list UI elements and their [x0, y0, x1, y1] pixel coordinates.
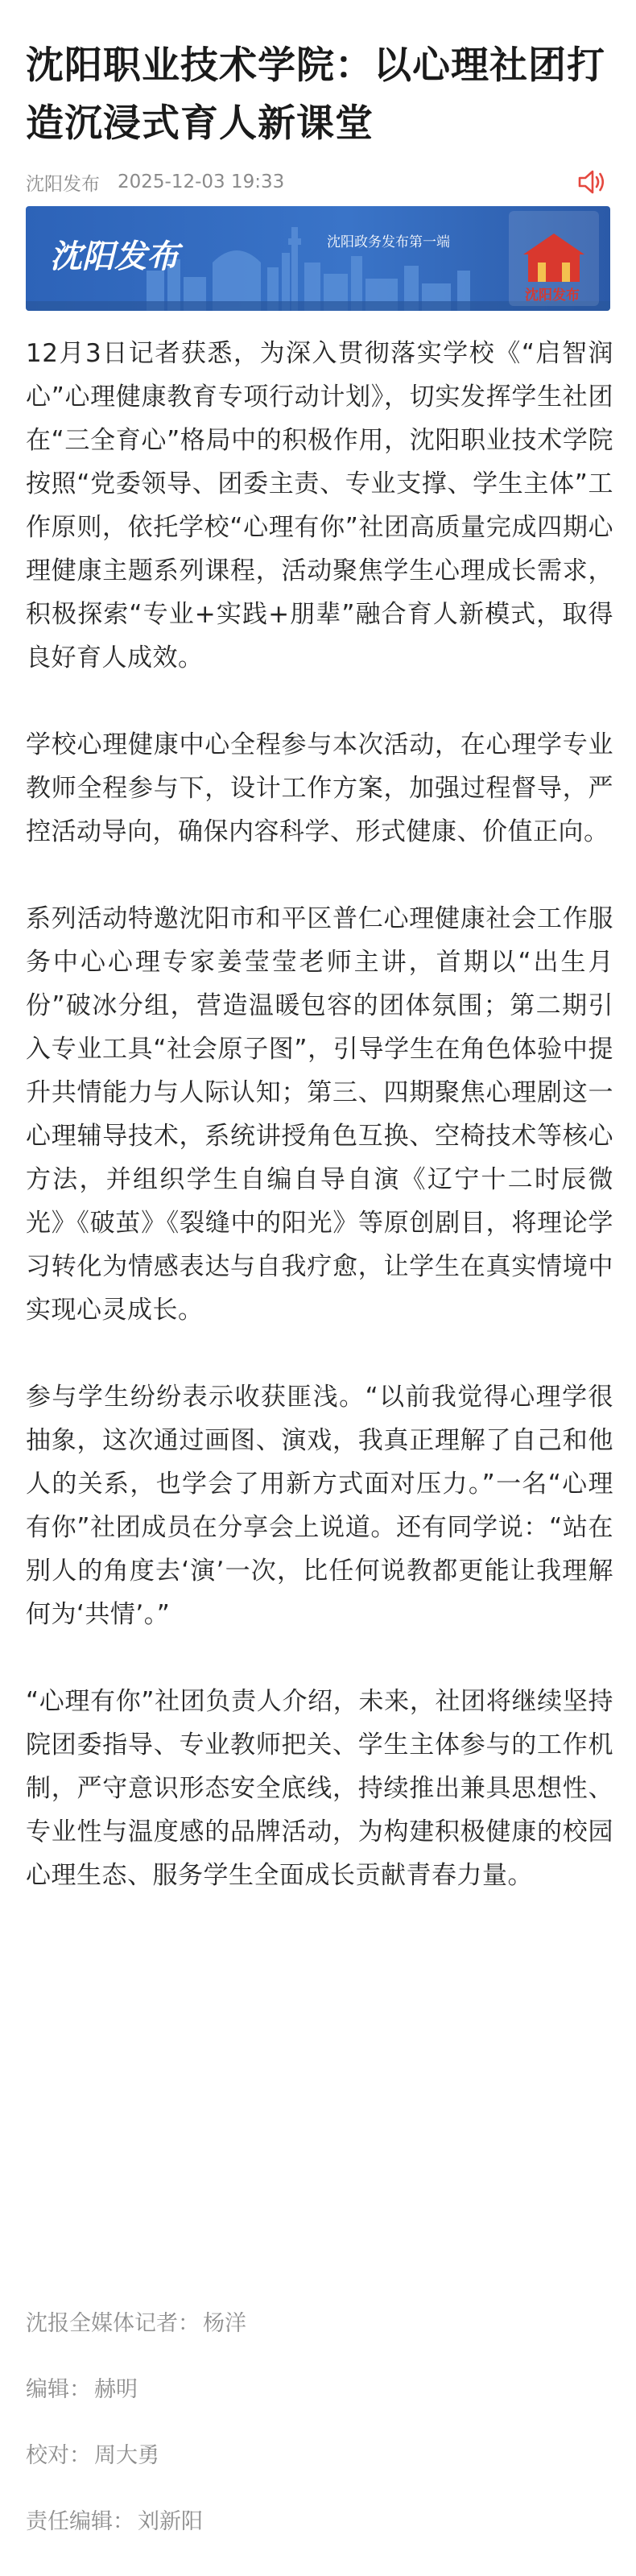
header-banner — [26, 206, 610, 311]
paragraph: 学校心理健康中心全程参与本次活动，在心理学专业教师全程参与下，设计工作方案，加强过程督导，严控活动导向，确保内容科学、形式健康、价值正向。 — [26, 730, 613, 846]
article-body — [26, 332, 613, 1941]
credit-label: 沈报全媒体记者： — [26, 2311, 200, 2336]
credit-name: 周大勇 — [94, 2443, 159, 2468]
speaker-icon[interactable] — [575, 166, 610, 198]
credit-label: 校对： — [26, 2443, 91, 2468]
paragraph: 参与学生纷纷表示收获匪浅。“以前我觉得心理学很抽象，这次通过画图、演戏，我真正理解了自己和他人的关系，也学会了用新方式面对压力。”一名“心理有你”社团成员在分享会上说道。还有同学说：“站在别人的角度去‘演’一次，比任何说教都更能让我理解何为‘共情’。” — [26, 1383, 613, 1629]
credit-name: 杨洋 — [203, 2311, 246, 2336]
banner-slogan: 沈阳政务发布第一端 — [327, 234, 450, 250]
credit-chief-editor — [26, 2506, 610, 2538]
credit-name: 赫明 — [94, 2377, 138, 2402]
credits-block — [26, 2308, 610, 2572]
paragraph: 12月3日记者获悉，为深入贯彻落实学校《“启智润心”心理健康教育专项行动计划》，切实发挥学生社团在“三全育心”格局中的积极作用，沈阳职业技术学院按照“党委领导、团委主责、专业支撑、学生主体”工作原则，依托学校“心理有你”社团高质量完成四期心理健康主题系列课程，活动聚焦学生心理成长需求，积极探索“专业+实践+朋辈”融合育人新模式，取得良好育人成效。 — [26, 339, 613, 672]
credit-reporter — [26, 2308, 610, 2340]
credit-editor — [26, 2374, 610, 2406]
banner-badge — [509, 211, 599, 306]
source-name[interactable]: 沈阳发布 — [26, 173, 100, 195]
credit-label: 编辑： — [26, 2377, 91, 2402]
article-meta — [26, 166, 610, 198]
article-title: 沈阳职业技术学院：以心理社团打造沉浸式育人新课堂 — [26, 43, 605, 146]
paragraph: “心理有你”社团负责人介绍，未来，社团将继续坚持院团委指导、专业教师把关、学生主体参与的工作机制，严守意识形态安全底线，持续推出兼具思想性、专业性与温度感的品牌活动，为构建积极健康的校园心理生态、服务学生全面成长贡献青春力量。 — [26, 1687, 613, 1890]
credit-proofreader — [26, 2440, 610, 2472]
credit-name: 刘新阳 — [138, 2509, 203, 2534]
publish-time: 2025-12-03 19:33 — [118, 172, 285, 192]
badge-text: 沈阳发布 — [525, 287, 580, 304]
paragraph: 系列活动特邀沈阳市和平区普仁心理健康社会工作服务中心心理专家姜莹莹老师主讲，首期以“出生月份”破冰分组，营造温暖包容的团体氛围；第二期引入专业工具“社会原子图”，引导学生在角色体验中提升共情能力与人际认知；第三、四期聚焦心理剧这一心理辅导技术，系统讲授角色互换、空椅技术等核心方法，并组织学生自编自导自演《辽宁十二时辰微光》《破茧》《裂缝中的阳光》等原创剧目，将理论学习转化为情感表达与自我疗愈，让学生在真实情境中实现心灵成长。 — [26, 904, 613, 1325]
credit-label: 责任编辑： — [26, 2509, 134, 2534]
banner-logo-text: 沈阳发布 — [50, 238, 179, 275]
